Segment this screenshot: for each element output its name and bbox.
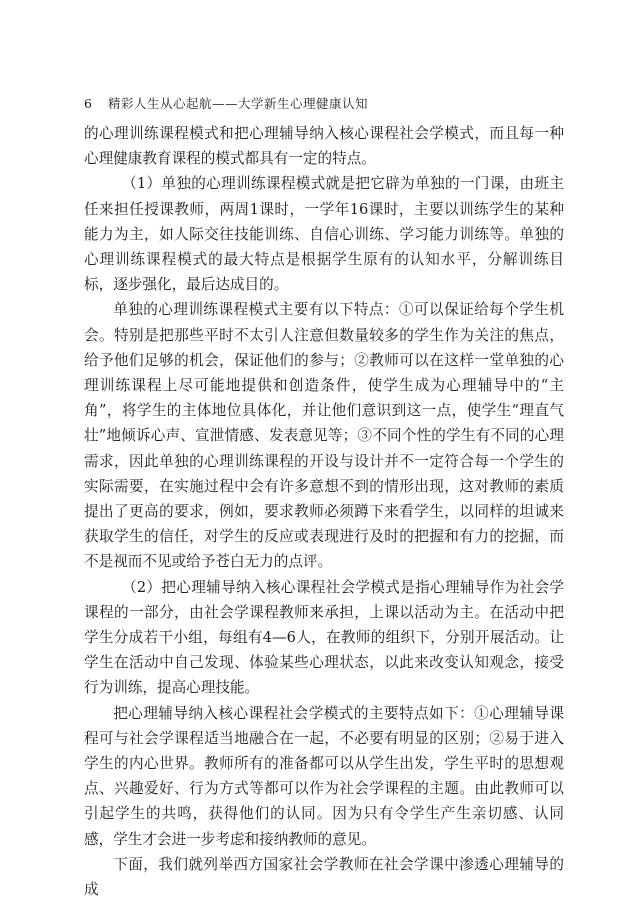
paragraph-mode-1: （1）单独的心理训练课程模式就是把它辟为单独的一门课，由班主任来担任授课教师，两周1课时，一学年16课时，主要以训练学生的某种能力为主，如人际交往技能训练、自信心训练、学习能力训练等。单独的心理训练课程模式的最大特点是根据学生原有的认知水平，分解训练目标，逐步强化，最后达成目的。	[84, 175, 564, 294]
paragraph-mode-2-features: 把心理辅导纳入核心课程社会学模式的主要特点如下：①心理辅导课程可与社会学课程适当地融合在一起，不必要有明显的区别；②易于进入学生的内心世界。教师所有的准备都可以从学生出发，学生平时的思想观点、兴趣爱好、行为方式等都可以作为社会学课程的主题。由此教师可以引起学生的共鸣，获得他们的认同。因为只有令学生产生亲切感、认同感，学生才会进一步考虑和接纳教师的意见。	[84, 704, 564, 848]
paragraph-continuation: 的心理训练课程模式和把心理辅导纳入核心课程社会学模式，而且每一种心理健康教育课程的模式都具有一定的特点。	[84, 125, 564, 168]
page-number: 6	[84, 96, 93, 111]
running-header	[84, 94, 368, 112]
paragraph-mode-2: （2）把心理辅导纳入核心课程社会学模式是指心理辅导作为社会学课程的一部分，由社会学课程教师来承担，上课以活动为主。在活动中把学生分成若干小组，每组有4—6人，在教师的组织下，分别开展活动。让学生在活动中自己发现、体验某些心理状态，以此来改变认知观念，接受行为训练，提高心理技能。	[84, 578, 564, 697]
paragraph-mode-1-features: 单独的心理训练课程模式主要有以下特点：①可以保证给每个学生机会。特别是把那些平时不太引人注意但数量较多的学生作为关注的焦点，给予他们足够的机会，保证他们的参与；②教师可以在这样一堂单独的心理训练课程上尽可能地提供和创造条件，使学生成为心理辅导中的“主角”，将学生的主体地位具体化，并让他们意识到这一点，使学生“理直气壮”地倾诉心声、宣泄情感、发表意见等；③不同个性的学生有不同的心理需求，因此单独的心理训练课程的开设与设计并不一定符合每一个学生的实际需要，在实施过程中会有许多意想不到的情形出现，这对教师的素质提出了更高的要求，例如，要求教师必须蹲下来看学生，以同样的坦诚来获取学生的信任，对学生的反应或表现进行及时的把握和有力的挖掘，而不是视而不见或给予苍白无力的点评。	[84, 301, 564, 571]
paragraph-example-intro: 下面，我们就列举西方国家社会学教师在社会学课中渗透心理辅导的成	[84, 855, 564, 899]
book-title: 精彩人生从心起航——大学新生心理健康认知	[108, 96, 369, 111]
body-text	[84, 121, 564, 902]
